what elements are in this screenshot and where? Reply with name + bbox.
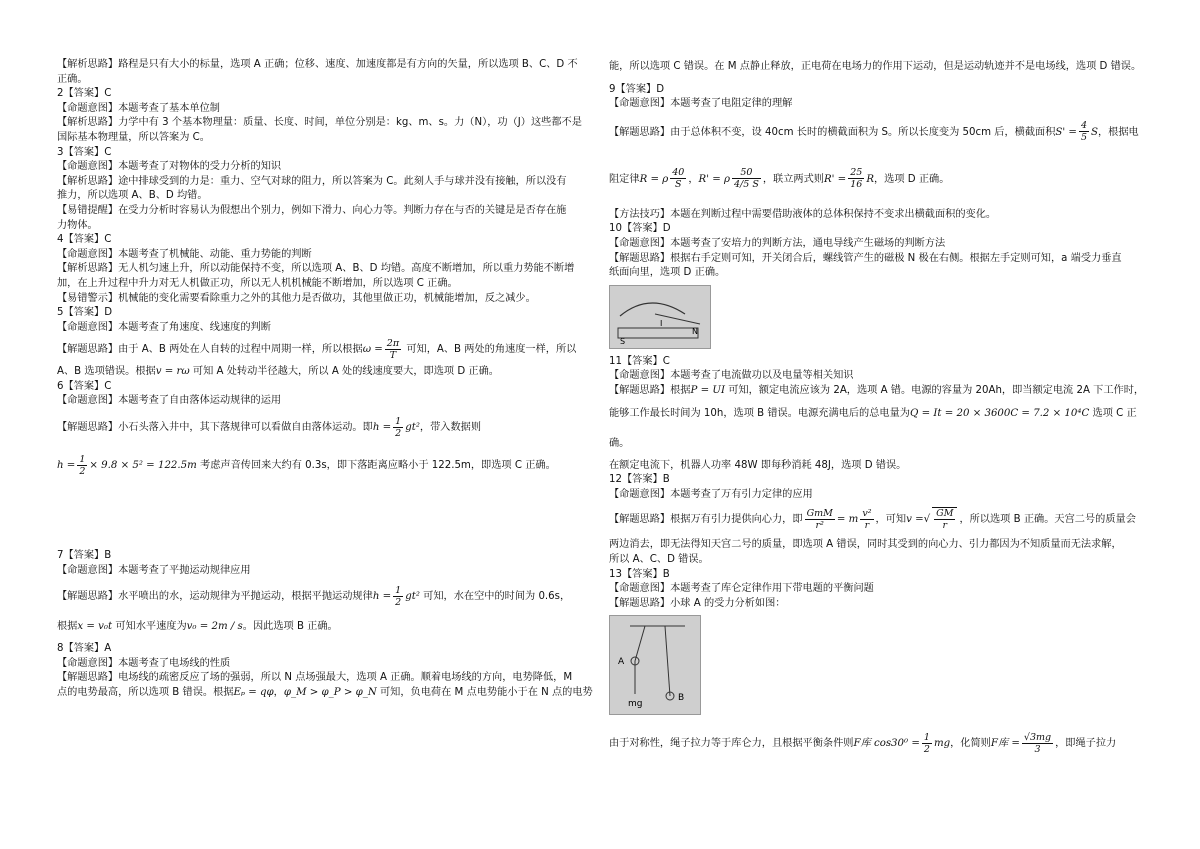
text-line: 【解析思路】力学中有 3 个基本物理量：质量、长度、时间，单位分别是：kg、m、s。力（N），功（J）这些都不是 [57,117,582,129]
fig-label: N [692,326,698,336]
text-line: 【易错警示】机械能的变化需要看除重力之外的其他力是否做功，其他里做正功，机械能增加，反之减少。 [57,292,536,304]
fig-label: I [660,318,663,328]
text-line: 【解析思路】无人机匀速上升，所以动能保持不变，所以选项 A、B、D 均错。高度不断增加，所以重力势能不断增 [57,263,575,275]
intent-line: 【命题意图】本题考查了电流做功以及电量等相关知识 [609,370,854,382]
answer-heading: 13【答案】B [609,568,670,580]
equation-line: 【解题思路】水平喷出的水，运动规律为平抛运动，根据平抛运动规律h = $\frac{1}{2}$ gt² 可知，水在空中的时间为 0.6s， [57,584,571,608]
text-line: 【解析思路】路程是只有大小的标量，选项 A 正确；位移、速度、加速度都是有方向的矢量，所以选项 B、C、D 不 [57,59,578,70]
text-line: 【解题思路】小球 A 的受力分析如图： [609,597,786,609]
text-line: 推力，所以选项 A、B、D 均错。 [57,190,208,202]
fraction: $\frac{\text{v²}}{r}$ [862,507,872,531]
fraction: $\frac{2\pi}{T}$ [386,337,400,361]
answer-heading: 8【答案】A [57,643,112,655]
equation-line: 根据x = v₀t 可知水平速度为v₀ = 2m / s。因此选项 B 正确。 [57,621,338,633]
equation-line: 【解题思路】根据P = UI 可知，额定电流应该为 2A，选项 A 错。电源的容量为 20Ah，即当额定电流 2A 下工作时， [609,384,1145,396]
text-line: 【解题思路】电场线的疏密反应了场的强弱，所以 N 点场强最大，选项 A 正确。顺着电场线的方向，电势降低，M [57,672,573,684]
equation-line: h = $\frac{1}{2}$ × 9.8 × 5² = 122.5m 考虑声音传回来大约有 0.3s，即下落距离应略小于 122.5m，即选项 C 正确。 [57,453,556,477]
text-line: 【易错提醒】在受力分析时容易认为假想出个别力，例如下滑力、向心力等。判断力存在与否的关键是是否存在施 [57,204,567,216]
fraction: $\frac{1}{2}$ [923,731,930,755]
equation-line: 阻定律R = ρ $\frac{40}{S}$ ，R' = ρ $\frac{50}{4/5 S}$ ，联立两式则R' = $\frac{25}{16}$ R，选项 D 正确。 [609,167,950,191]
fraction: $\frac{√3mg}{3}$ [1023,731,1052,755]
text-line: 国际基本物理量，所以答案为 C。 [57,131,210,143]
force-diagram-photo [609,615,701,715]
text-line: 【方法技巧】本题在判断过程中需要借助液体的总体积保持不变求出横截面积的变化。 [609,208,997,220]
answer-heading: 3【答案】C [57,146,112,158]
text-line: 在额定电流下，机器人功率 48W 即每秒消耗 48J，选项 D 错误。 [609,459,907,471]
text-line: 能，所以选项 C 错误。在 M 点静止释放，正电荷在电场力的作用下运动，但是运动轨迹并不是电场线，选项 D 错误。 [609,61,1142,72]
intent-line: 【命题意图】本题考查了基本单位制 [57,102,220,114]
equation-line: 【解题思路】由于总体积不变，设 40cm 长时的横截面积为 S。所以长度变为 50cm 后，横截面积S' = $\frac{4}{5}$ S，根据电 [609,120,1139,144]
fig-label: S [620,336,626,346]
equation-line: 由于对称性，绳子拉力等于库仑力，且根据平衡条件则F库 cos30⁰ = $\frac{1}{2}$ mg，化简则F库 = $\frac{√3mg}{3}$ ，即绳子拉力 [609,731,1117,755]
equation-line: 点的电势最高，所以选项 B 错误。根据Eₚ = qφ，φ_M > φ_P > φ_N 可知，负电荷在 M 点电势能小于在 N 点的电势 [57,687,593,699]
intent-line: 【命题意图】本题考查了机械能、动能、重力势能的判断 [57,248,312,260]
fraction: $\frac{1}{2}$ [395,584,402,608]
text-line: 力物体。 [57,219,98,231]
answer-heading: 4【答案】C [57,234,112,246]
intent-line: 【命题意图】本题考查了平抛运动规律应用 [57,564,251,576]
fraction: GmM r² [806,507,833,531]
fraction: $\frac{1}{2}$ [395,415,402,439]
intent-line: 【命题意图】本题考查了角速度、线速度的判断 [57,321,271,333]
fraction: $\frac{40}{S}$ [672,167,685,191]
answer-heading: 9【答案】D [609,83,665,95]
fig-label: mg [628,699,643,710]
intent-line: 【命题意图】本题考查了对物体的受力分析的知识 [57,161,282,173]
fraction: $\frac{1}{2}$ [79,453,86,477]
answer-heading: 5【答案】D [57,307,113,319]
intent-line: 【命题意图】本题考查了自由落体运动规律的运用 [57,395,282,407]
equation-line: 【解题思路】根据万有引力提供向心力，即 GmM r² = m $\frac{\text{v²}}{r}$ ，可知v =√ $\frac{GM}{r}$ ，所以选项 B 正确。天宫二号的质量会 [609,507,1136,532]
intent-line: 【命题意图】本题考查了电场线的性质 [57,657,231,669]
text-line: 加，在上升过程中升力对无人机做正功，所以无人机机械能不断增加，所以选项 C 正确。 [57,277,458,289]
intent-line: 【命题意图】本题考查了电阻定律的理解 [609,98,793,110]
text-line: 【解析思路】途中排球受到的力是：重力、空气对球的阻力，所以答案为 C。此刻人手与球并没有接触，所以没有 [57,175,567,187]
right-column [609,60,1146,761]
equation-line: 【解题思路】由于 A、B 两处在人自转的过程中周期一样，所以根据ω = $\frac{2\pi}{T}$ 可知，A、B 两处的角速度一样，所以 [57,337,577,361]
answer-heading: 10【答案】D [609,223,671,235]
text-line: 两边消去，即无法得知天宫二号的质量，即选项 A 错误，同时其受到的向心力、引力都因为不知质量而无法求解， [609,539,1122,551]
text-line: 纸面向里，选项 D 正确。 [609,267,726,279]
intent-line: 【命题意图】本题考查了安培力的判断方法，通电导线产生磁场的判断方法 [609,237,946,249]
text-line: 【解题思路】根据右手定则可知，开关闭合后，螺线管产生的磁极 N 极在右侧。根据左手定则可知，a 端受力垂直 [609,252,1122,264]
text-line: 正确。 [57,73,88,85]
answer-heading: 2【答案】C [57,88,112,100]
intent-line: 【命题意图】本题考查了万有引力定律的应用 [609,488,813,500]
answer-heading: 6【答案】C [57,380,112,392]
fraction: $\frac{25}{16}$ [850,167,863,191]
text-line: 所以 A、C、D 错误。 [609,553,709,565]
fraction: $\frac{4}{5}$ [1080,120,1087,144]
equation-line: 【解题思路】小石头落入井中，其下落规律可以看做自由落体运动。即h = $\frac{1}{2}$ gt²，带入数据则 [57,415,482,439]
fraction: $\frac{GM}{r}$ [932,507,957,531]
answer-heading: 11【答案】C [609,355,670,367]
fig-label: A [618,657,625,668]
left-column [57,58,595,701]
answer-heading: 12【答案】B [609,474,670,486]
equation-line: 能够工作最长时间为 10h，选项 B 错误。电源充满电后的总电量为Q = It = 20 × 3600C = 7.2 × 10⁴C 选项 C 正确。 [609,407,1137,449]
fraction: $\frac{50}{4/5 S}$ [734,167,759,191]
fig-label: B [678,693,685,704]
solenoid-diagram-photo [609,285,711,349]
equation-line: A、B 选项错误。根据v = rω 可知 A 处转动半径越大，所以 A 处的线速度要大，即选项 D 正确。 [57,366,499,378]
intent-line: 【命题意图】本题考查了库仑定律作用下带电题的平衡问题 [609,583,874,595]
answer-heading: 7【答案】B [57,550,112,562]
